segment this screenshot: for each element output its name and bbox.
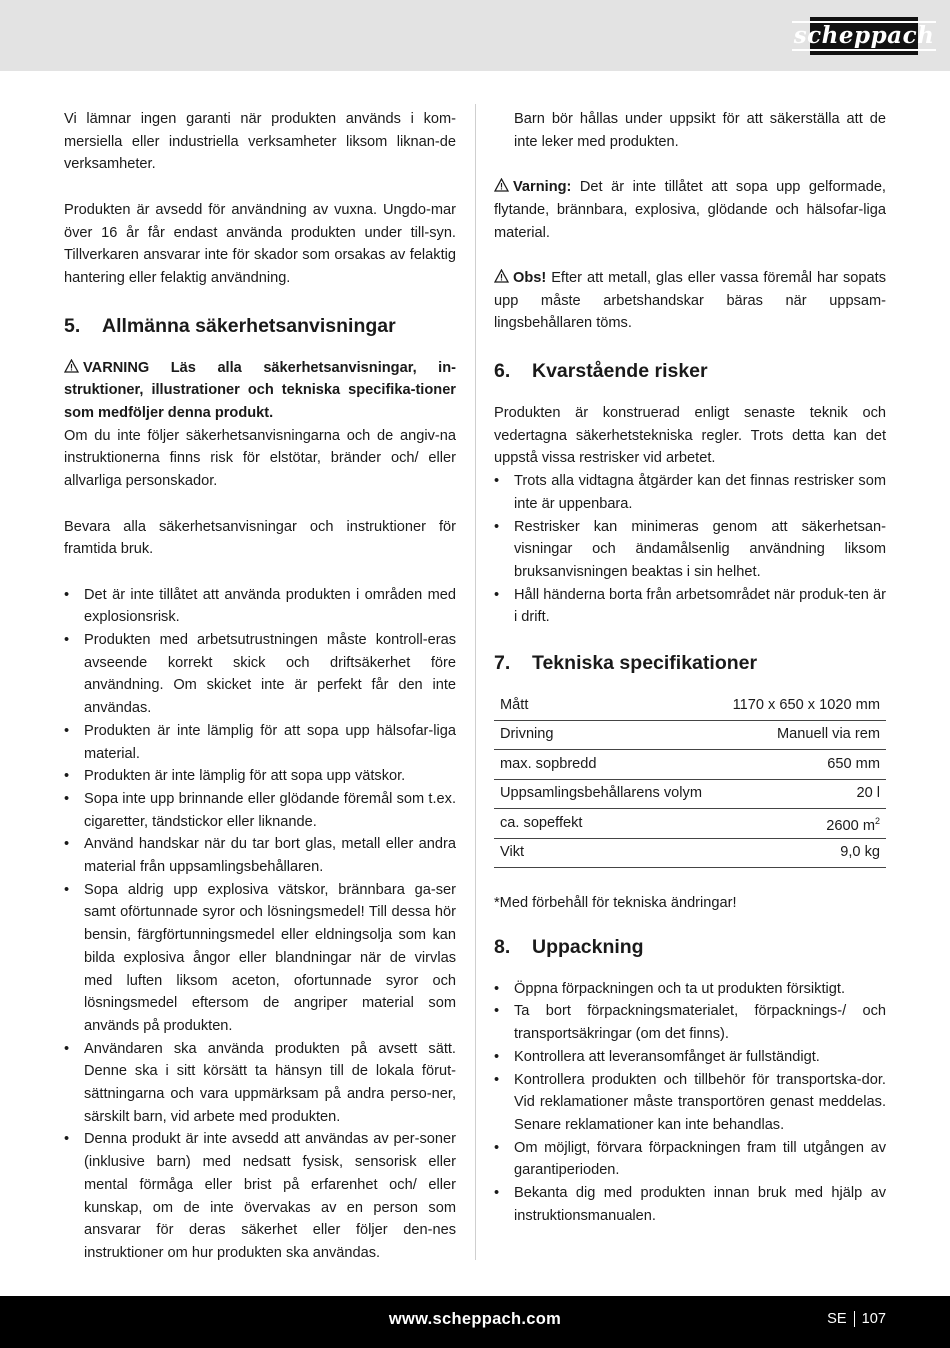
spec-label: Mått (494, 691, 719, 720)
obs-paragraph (494, 267, 886, 335)
residual-risk-paragraph: Produkten är konstruerad enligt senaste teknik och vedertagna säkerhetstekniska regler. Trots detta kan det uppstå vissa restrisker vid arbetet. (494, 405, 886, 467)
list-item: Barn bör hållas under uppsikt för att säkerställa att de inte leker med produkten. (514, 111, 886, 150)
section-8-heading (494, 935, 886, 959)
table-row (494, 691, 886, 720)
list-item: • Sopa inte upp brinnande eller glödande föremål som t.ex. cigaretter, tändstickor eller liknande. (64, 788, 456, 833)
section-title: Uppackning (532, 935, 644, 958)
warning-triangle-icon (494, 268, 509, 282)
section-5-heading (64, 314, 456, 338)
footer-bar (0, 1296, 950, 1348)
spec-value: 2600 m (826, 817, 875, 834)
warranty-paragraph: Vi lämnar ingen garanti när produkten används i kom-mersiella eller industriella verksamheter liksom liknan-de verksamheter. (64, 111, 456, 173)
table-row (494, 809, 886, 839)
spec-label: Drivning (494, 720, 719, 750)
list-item: • Det är inte tillåtet att använda produkten i områden med explosionsrisk. (64, 584, 456, 629)
brand-logo (793, 17, 935, 55)
spec-label: Vikt (494, 838, 719, 868)
table-row (494, 779, 886, 809)
intended-use-paragraph: Produkten är avsedd för användning av vuxna. Ungdo-mar över 16 år får endast använda produkten under till-syn. Tillverkaren ansvarar inte för skador som orsakas av felaktig hantering eller felaktig användning. (64, 201, 456, 286)
spec-value: 1170 x 650 x 1020 mm (719, 691, 886, 720)
section-title: Kvarstående risker (532, 360, 708, 382)
page-indicator (827, 1311, 886, 1327)
unpacking-list (494, 978, 886, 1228)
varning-paragraph (494, 176, 886, 244)
page-separator (854, 1311, 855, 1327)
table-row (494, 838, 886, 868)
warning-bold-text: VARNING Läs alla säkerhetsanvisningar, in-struktioner, illustrationer och tekniska specifika-tioner som medföljer denna produkt. (64, 359, 456, 422)
spec-value: 20 l (719, 779, 886, 809)
table-row (494, 720, 886, 750)
section-number: 7. (494, 652, 511, 675)
section-7-heading (494, 651, 886, 675)
safety-bullet-list (64, 584, 456, 1265)
section-number: 5. (64, 314, 81, 337)
warning-triangle-icon (494, 177, 509, 191)
list-item: • Ta bort förpackningsmaterialet, förpacknings-/ och transportsäkringar (om det finns). (494, 1000, 886, 1045)
table-row (494, 750, 886, 780)
list-item: • Produkten är inte lämplig för att sopa upp hälsofar-liga material. (64, 720, 456, 765)
spec-value: Manuell via rem (719, 720, 886, 750)
spec-value: 9,0 kg (719, 838, 886, 868)
keep-instructions-paragraph: Bevara alla säkerhetsanvisningar och instruktioner för framtida bruk. (64, 518, 456, 558)
section-number: 6. (494, 360, 511, 382)
warning-block (64, 357, 456, 425)
list-item: • Sopa aldrig upp explosiva vätskor, brännbara ga-ser samt oförtunnade syror och lösningsmedel! Till dessa hör bensin, färgförtunningsmedel eller eldningsolja som kan bilda explosiva ångor eller blandningar när de virvlas med luften liksom aceton, ofortunnade syror och lösningsmedel eftersom de angriper material som används på produkten. (64, 879, 456, 1038)
section-number: 8. (494, 935, 511, 958)
section-6-heading (494, 359, 886, 383)
list-item: • Om möjligt, förvara förpackningen fram till utgången av garantiperioden. (494, 1137, 886, 1182)
spec-value-cell (719, 809, 886, 839)
list-item: • Restrisker kan minimeras genom att säkerhetsan-visningar och ändamålsenlig användning liksom bruksanvisningen beaktas i sin helhet. (494, 516, 886, 584)
list-item: • Kontrollera att leveransomfånget är fullständigt. (494, 1046, 886, 1069)
children-note-list (494, 108, 886, 153)
language-code: SE (827, 1311, 847, 1327)
warning-triangle-icon (64, 358, 79, 372)
spec-value: 650 mm (719, 750, 886, 780)
right-column (494, 108, 886, 1227)
spec-label: Uppsamlingsbehållarens volym (494, 779, 719, 809)
website-url[interactable]: www.scheppach.com (388, 1310, 562, 1328)
list-item: • Produkten med arbetsutrustningen måste kontroll-eras avseende korrekt skick och driftsäkerhet före användning. Om skicket inte är perfekt får den inte användas. (64, 629, 456, 720)
obs-text: Efter att metall, glas eller vassa föremål har sopats upp måste arbetshandskar bäras när uppsam-lingsbehållaren töms. (494, 269, 886, 332)
list-item: • Bekanta dig med produkten innan bruk med hjälp av instruktionsmanualen. (494, 1182, 886, 1227)
section-title: Tekniska specifikationer (532, 652, 758, 675)
warning-text: Om du inte följer säkerhetsanvisningarna och de angiv-na instruktionerna finns risk för elstötar, bränder och/ eller allvarliga personskador. (64, 427, 456, 490)
brand-logo-text: scheppach (793, 22, 935, 49)
list-item: • Trots alla vidtagna åtgärder kan det finnas restrisker som inte är uppenbara. (494, 470, 886, 515)
list-item: • Öppna förpackningen och ta ut produkten försiktigt. (494, 978, 886, 1001)
residual-risk-list (494, 470, 886, 629)
specs-table (494, 691, 886, 868)
list-item: • Denna produkt är inte avsedd att användas av per-soner (inklusive barn) med nedsatt fysisk, sensorisk eller mental förmåga eller brist på erfarenhet och/ eller kunskap, om de inte övervakas av en person som ansvarar för deras säkerhet eller följer den-nes instruktioner om hur produkten ska användas. (64, 1128, 456, 1264)
page-number: 107 (861, 1311, 886, 1327)
list-item: • Användaren ska använda produkten på avsett sätt. Denne ska i sitt körsätt ta hänsyn till de lokala förut-sättningarna och vara uppmärksam på andra perso-ner, särskilt barn, vid arbete med produkten. (64, 1038, 456, 1129)
list-item: • Kontrollera produkten och tillbehör för transportska-dor. Vid reklamationer måste transportören genast meddelas. Senare reklamationer kan inte behandlas. (494, 1069, 886, 1137)
specs-footnote: *Med förbehåll för tekniska ändringar! (494, 895, 737, 912)
spec-label: ca. sopeffekt (494, 809, 719, 839)
column-divider (475, 104, 476, 1260)
varning-label: Varning: (513, 179, 572, 196)
varning-text: Det är inte tillåtet att sopa upp gelformade, flytande, brännbara, explosiva, glödande och hälsofar-liga material. (494, 179, 886, 241)
list-item: • Använd handskar när du tar bort glas, metall eller andra material från uppsamlingsbehållaren. (64, 833, 456, 878)
obs-label: Obs! (513, 269, 547, 286)
left-column (64, 108, 456, 1265)
header-bar (0, 0, 950, 71)
spec-value-superscript: 2 (874, 815, 880, 826)
list-item: • Håll händerna borta från arbetsområdet när produk-ten är i drift. (494, 584, 886, 629)
spec-label: max. sopbredd (494, 750, 719, 780)
section-title: Allmänna säkerhetsanvisningar (102, 314, 396, 337)
list-item: • Produkten är inte lämplig för att sopa upp vätskor. (64, 765, 456, 788)
